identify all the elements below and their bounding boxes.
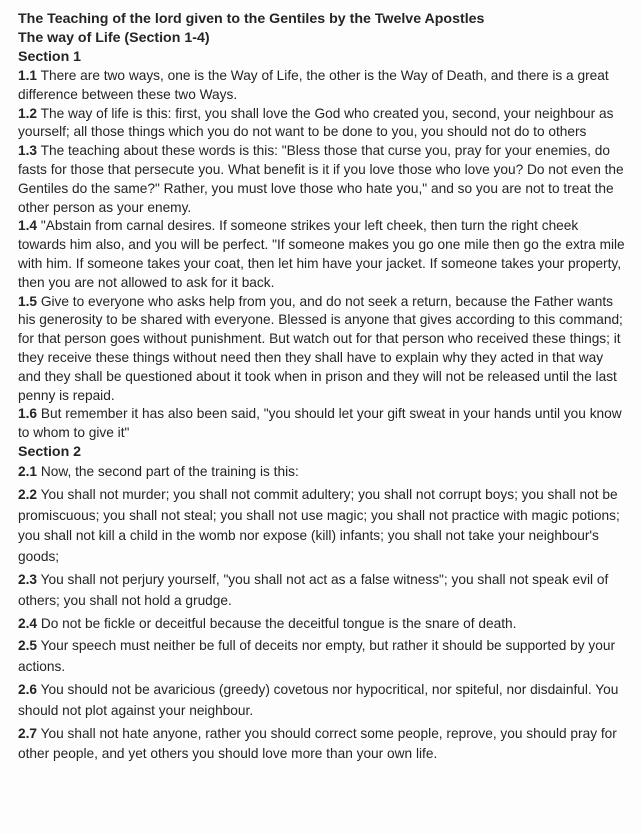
verse-text: Now, the second part of the training is this:: [40, 463, 299, 479]
verse-number: 2.7: [18, 725, 38, 741]
section-2-heading: Section 2: [18, 443, 82, 460]
verse-text: The teaching about these words is this: "Bless those that curse you, pray for your enemies, do fasts for those that persecute you. What benefit is it if you love those who love you? Do not even the Gentiles do the same?" Rather, you must love those who hate you," and so you are not to treat the other person as your enemy.: [18, 143, 624, 215]
paragraph-1-6: [18, 405, 626, 443]
section-1-heading: Section 1: [18, 49, 82, 65]
verse-text: The way of life is this: first, you shall love the God who created you, second, your neighbour as yourself; all those things which you do not want to be done to you, you should not do to others: [18, 105, 614, 140]
document-subtitle: The way of Life (Section 1-4): [18, 30, 210, 46]
verse-text: You shall not hate anyone, rather you should correct some people, reprove, you should pray for other people, and yet others you should love more than your own life.: [18, 725, 617, 762]
paragraph-2-4: [18, 614, 626, 635]
verse-number: 2.6: [18, 681, 38, 697]
paragraph-1-2: [18, 105, 626, 143]
verse-number: 1.2: [18, 105, 38, 121]
verse-text: You shall not murder; you shall not commit adultery; you shall not corrupt boys; you shall not be promiscuous; you shall not steal; you shall not use magic; you shall not practice with magic potions; you shall not kill a child in the womb nor expose (kill) infants; you shall not take your neighbour's goods;: [18, 486, 620, 565]
verse-number: 1.5: [18, 293, 38, 309]
verse-text: You should not be avaricious (greedy) covetous nor hypocritical, nor spiteful, nor disdainful. You should not plot against your neighbour.: [18, 681, 619, 718]
verse-number: 2.5: [18, 638, 38, 654]
document-title: The Teaching of the lord given to the Gentiles by the Twelve Apostles: [18, 11, 485, 27]
verse-number: 1.6: [18, 406, 38, 422]
verse-text: Your speech must neither be full of deceits nor empty, but rather it should be supported by your actions.: [18, 638, 616, 675]
verse-text: Do not be fickle or deceitful because the deceitful tongue is the snare of death.: [40, 615, 517, 631]
paragraph-1-4: [18, 217, 626, 292]
paragraph-2-7: [18, 724, 626, 766]
verse-number: 2.3: [18, 571, 38, 587]
section-2-body: [18, 462, 626, 765]
paragraph-2-1: [18, 462, 626, 483]
verse-number: 2.4: [18, 615, 38, 631]
verse-text: But remember it has also been said, "you should let your gift sweat in your hands until you know to whom to give it": [18, 406, 622, 441]
verse-number: 2.1: [18, 463, 38, 479]
verse-number: 2.2: [18, 486, 38, 502]
verse-text: Give to everyone who asks help from you, and do not seek a return, because the Father wants his generosity to be shared with everyone. Blessed is anyone that gives according to this command; for that person goes without punishment. But watch out for that person who received these things; it they receive these things without need then they shall have to explain why they acted in that way and they shall be questioned about it took when in prison and they will not be released until the last penny is repaid.: [18, 293, 623, 403]
paragraph-2-3: [18, 570, 626, 612]
paragraph-1-3: [18, 142, 626, 217]
paragraph-2-2: [18, 485, 626, 568]
paragraph-2-5: [18, 636, 626, 678]
paragraph-2-6: [18, 680, 626, 722]
section-1-body: [18, 67, 626, 443]
verse-number: 1.1: [18, 68, 38, 83]
verse-text: You shall not perjury yourself, "you shall not act as a false witness"; you shall not speak evil of others; you shall not hold a grudge.: [18, 571, 609, 608]
verse-text: "Abstain from carnal desires. If someone strikes your left cheek, then turn the right cheek towards him also, and you will be perfect. "If someone makes you go one mile then go the extra mile with him. If someone takes your coat, then let him have your jacket. If someone takes your property, then you are not allowed to ask for it back.: [18, 218, 625, 290]
verse-text: There are two ways, one is the Way of Life, the other is the Way of Death, and there is a great difference between these two Ways.: [18, 68, 609, 102]
verse-number: 1.3: [18, 143, 38, 159]
verse-number: 1.4: [18, 218, 38, 234]
paragraph-1-5: [18, 293, 626, 406]
paragraph-1-1: [18, 67, 626, 105]
